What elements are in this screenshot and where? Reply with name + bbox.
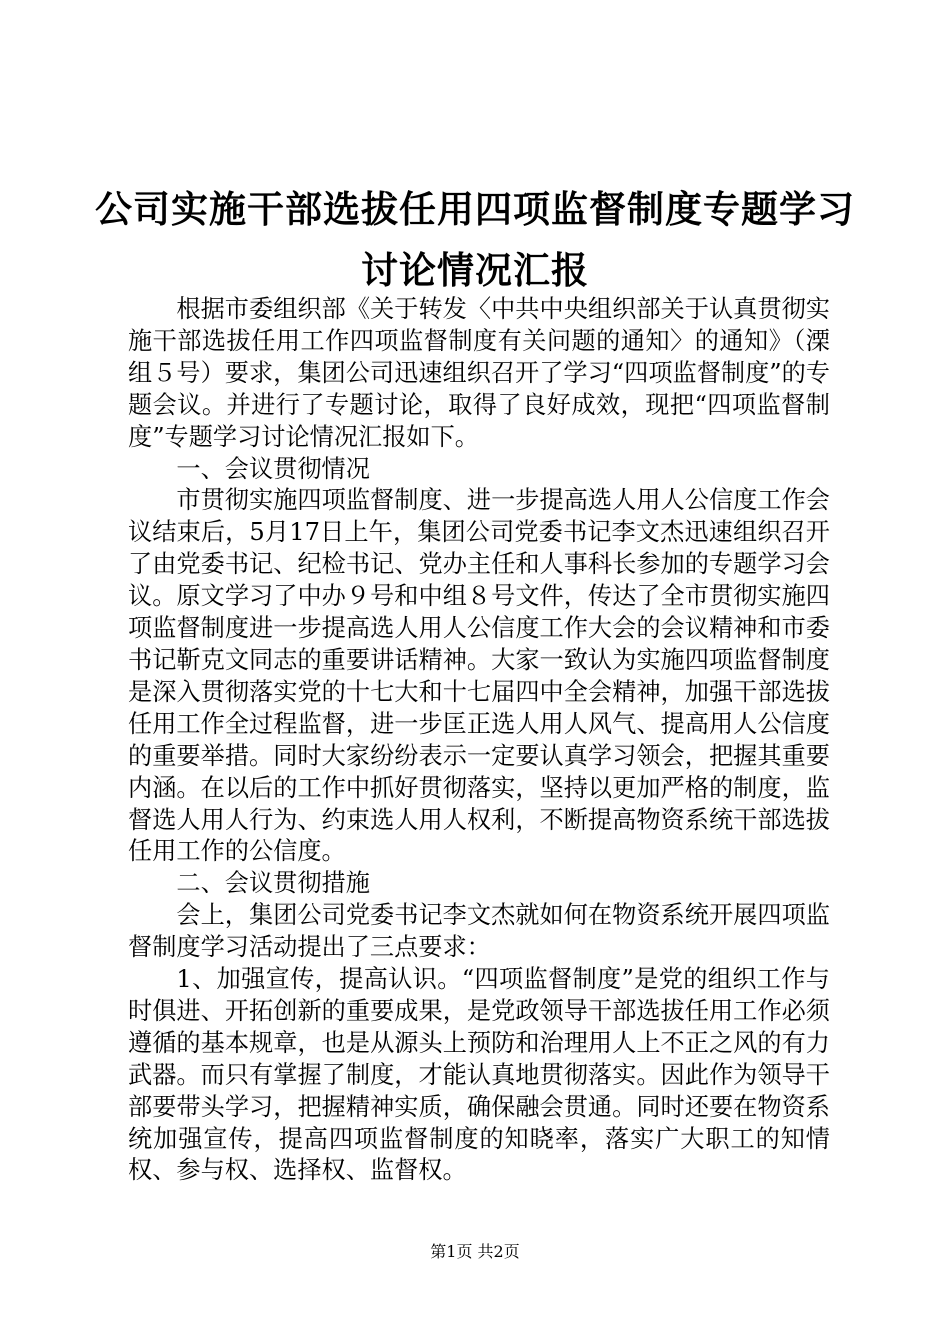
paragraph-section-2: 会上，集团公司党委书记李文杰就如何在物资系统开展四项监督制度学习活动提出了三点要求： — [128, 901, 830, 962]
paragraph-section-1: 市贯彻实施四项监督制度、进一步提高选人用人公信度工作会议结束后，5月17日上午，集团公司党委书记李文杰迅速组织召开了由党委书记、纪检书记、党办主任和人事科长参加的专题学习会议。原文学习了中办９号和中组８号文件，传达了全市贯彻实施四项监督制度进一步提高选人用人公信度工作大会的会议精神和市委书记靳克文同志的重要讲话精神。大家一致认为实施四项监督制度是深入贯彻落实党的十七大和十七届四中全会精神，加强干部选拔任用工作全过程监督，进一步匡正选人用人风气、提高用人公信度的重要举措。同时大家纷纷表示一定要认真学习领会，把握其重要内涵。在以后的工作中抓好贯彻落实，坚持以更加严格的制度，监督选人用人行为、约束选人用人权利，不断提高物资系统干部选拔任用工作的公信度。 — [128, 486, 830, 866]
page-number-footer: 第1页 共2页 — [430, 1242, 520, 1261]
section-heading-1: 一、会议贯彻情况 — [176, 454, 370, 483]
document-title-line-1: 公司实施干部选拔任用四项监督制度专题学习 — [95, 188, 855, 231]
document-title-line-2: 讨论情况汇报 — [361, 249, 589, 292]
document-body — [128, 294, 830, 1187]
section-heading-2: 二、会议贯彻措施 — [176, 869, 370, 898]
paragraph-intro: 根据市委组织部《关于转发〈中共中央组织部关于认真贯彻实施干部选拔任用工作四项监督制度有关问题的通知〉的通知》（溧组５号）要求，集团公司迅速组织召开了学习“四项监督制度”的专题会议。并进行了专题讨论，取得了良好成效，现把“四项监督制度”专题学习讨论情况汇报如下。 — [128, 295, 830, 451]
paragraph-item-1: 1、加强宣传，提高认识。“四项监督制度”是党的组织工作与时俱进、开拓创新的重要成果，是党政领导干部选拔任用工作必须遵循的基本规章，也是从源头上预防和治理用人上不正之风的有力武器。而只有掌握了制度，才能认真地贯彻落实。因此作为领导干部要带头学习，把握精神实质，确保融会贯通。同时还要在物资系统加强宣传，提高四项监督制度的知晓率，落实广大职工的知情权、参与权、选择权、监督权。 — [128, 965, 830, 1185]
